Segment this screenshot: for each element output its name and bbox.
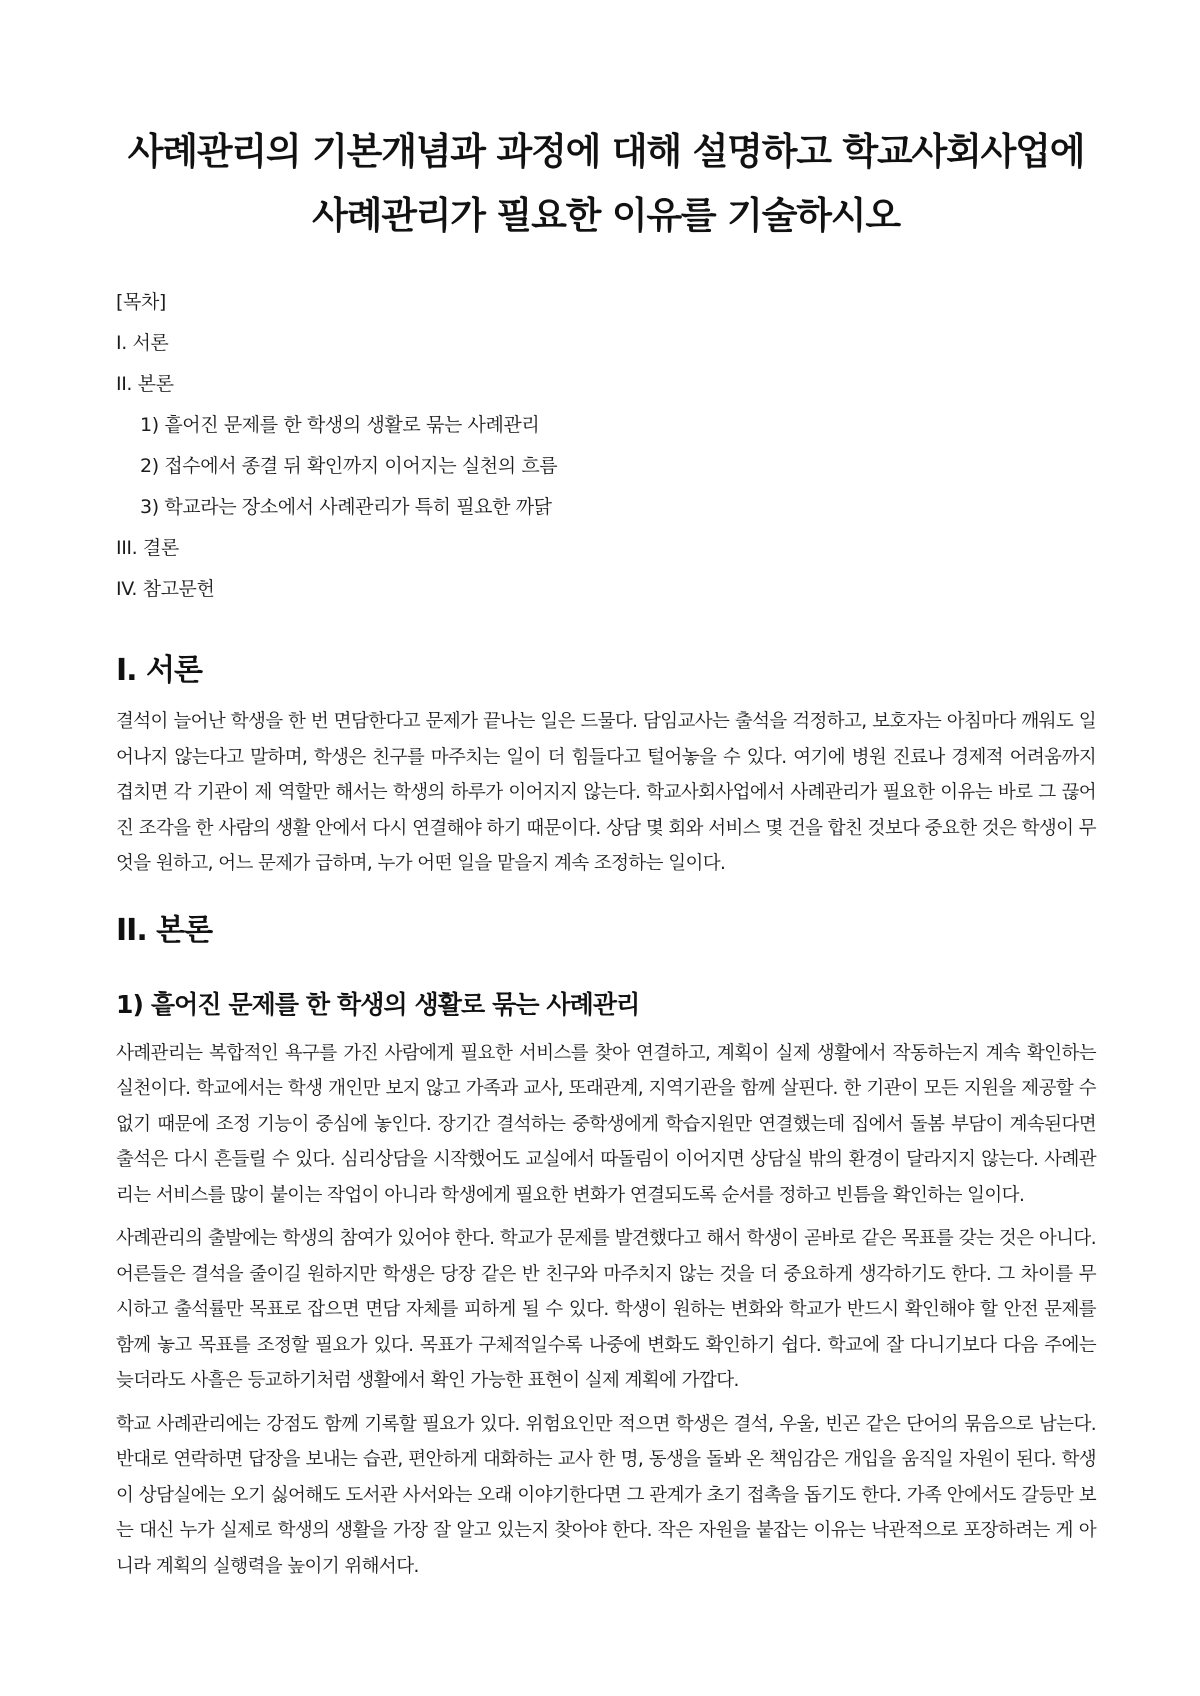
toc-heading: [목차] bbox=[116, 291, 166, 313]
toc-item: I. 서론 bbox=[116, 332, 169, 354]
toc-item: IV. 참고문헌 bbox=[116, 578, 215, 600]
body-paragraph: 학교 사례관리에는 강점도 함께 기록할 필요가 있다. 위험요인만 적으면 학생은 결석, 우울, 빈곤 같은 단어의 묶음으로 남는다. 반대로 연락하면 답장을 보내는 습관, 편안하게 대화하는 교사 한 명, 동생을 돌봐 온 책임감은 개입을 움직일 자원이 된다. 학생이 상담실에는 오기 싫어해도 도서관 사서와는 오래 이야기한다면 그 관계가 초기 접촉을 돕기도 한다. 가족 안에서도 갈등만 보는 대신 누가 실제로 학생의 생활을 가장 잘 알고 있는지 찾아야 한다. 작은 자원을 붙잡는 이유는 낙관적으로 포장하려는 게 아니라 계획의 실행력을 높이기 위해서다. bbox=[116, 1413, 1096, 1577]
title-line-2: 사례관리가 필요한 이유를 기술하시오 bbox=[312, 194, 900, 237]
toc-subitem: 3) 학교라는 장소에서 사례관리가 특히 필요한 까닭 bbox=[140, 496, 552, 518]
toc-subitem: 1) 흩어진 문제를 한 학생의 생활로 묶는 사례관리 bbox=[140, 414, 540, 436]
intro-paragraph: 결석이 늘어난 학생을 한 번 면담한다고 문제가 끝나는 일은 드물다. 담임교사는 출석을 걱정하고, 보호자는 아침마다 깨워도 일어나지 않는다고 말하며, 학생은 친구를 마주치는 일이 더 힘들다고 털어놓을 수 있다. 여기에 병원 진료나 경제적 어려움까지 겹치면 각 기관이 제 역할만 해서는 학생의 하루가 이어지지 않는다. 학교사회사업에서 사례관리가 필요한 이유는 바로 그 끊어진 조각을 한 사람의 생활 안에서 다시 연결해야 하기 때문이다. 상담 몇 회와 서비스 몇 건을 합친 것보다 중요한 것은 학생이 무엇을 원하고, 어느 문제가 급하며, 누가 어떤 일을 맡을지 계속 조정하는 일이다. bbox=[116, 711, 1096, 874]
section-body bbox=[116, 910, 1096, 1585]
section-heading-introduction: I. 서론 bbox=[116, 653, 202, 688]
subsection-heading-1: 1) 흩어진 문제를 한 학생의 생활로 묶는 사례관리 bbox=[116, 989, 640, 1019]
body-paragraph: 사례관리의 출발에는 학생의 참여가 있어야 한다. 학교가 문제를 발견했다고 해서 학생이 곧바로 같은 목표를 갖는 것은 아니다. 어른들은 결석을 줄이길 원하지만 학생은 당장 같은 반 친구와 마주치지 않는 것을 더 중요하게 생각하기도 한다. 그 차이를 무시하고 출석률만 목표로 잡으면 면담 자체를 피하게 될 수 있다. 학생이 원하는 변화와 학교가 반드시 확인해야 할 안전 문제를 함께 놓고 목표를 조정할 필요가 있다. 목표가 구체적일수록 나중에 변화도 확인하기 쉽다. 학교에 잘 다니기보다 다음 주에는 늦더라도 사흘은 등교하기처럼 생활에서 확인 가능한 표현이 실제 계획에 가깝다. bbox=[116, 1228, 1096, 1391]
section-heading-body: II. 본론 bbox=[116, 912, 213, 948]
body-paragraph: 사례관리는 복합적인 욕구를 가진 사람에게 필요한 서비스를 찾아 연결하고, 계획이 실제 생활에서 작동하는지 계속 확인하는 실천이다. 학교에서는 학생 개인만 보지 않고 가족과 교사, 또래관계, 지역기관을 함께 살핀다. 한 기관이 모든 지원을 제공할 수 없기 때문에 조정 기능이 중심에 놓인다. 장기간 결석하는 중학생에게 학습지원만 연결했는데 집에서 돌봄 부담이 계속된다면 출석은 다시 흔들릴 수 있다. 심리상담을 시작했어도 교실에서 따돌림이 이어지면 상담실 밖의 환경이 달라지지 않는다. 사례관리는 서비스를 많이 붙이는 작업이 아니라 학생에게 필요한 변화가 연결되도록 순서를 정하고 빈틈을 확인하는 일이다. bbox=[116, 1042, 1096, 1206]
document-title bbox=[116, 120, 1096, 248]
section-introduction bbox=[116, 650, 1096, 882]
title-line-1: 사례관리의 기본개념과 과정에 대해 설명하고 학교사회사업에 bbox=[127, 130, 1085, 173]
toc-item: II. 본론 bbox=[116, 373, 174, 395]
table-of-contents bbox=[116, 282, 1096, 610]
toc-subitem: 2) 접수에서 종결 뒤 확인까지 이어지는 실천의 흐름 bbox=[140, 455, 558, 477]
toc-item: III. 결론 bbox=[116, 537, 179, 559]
